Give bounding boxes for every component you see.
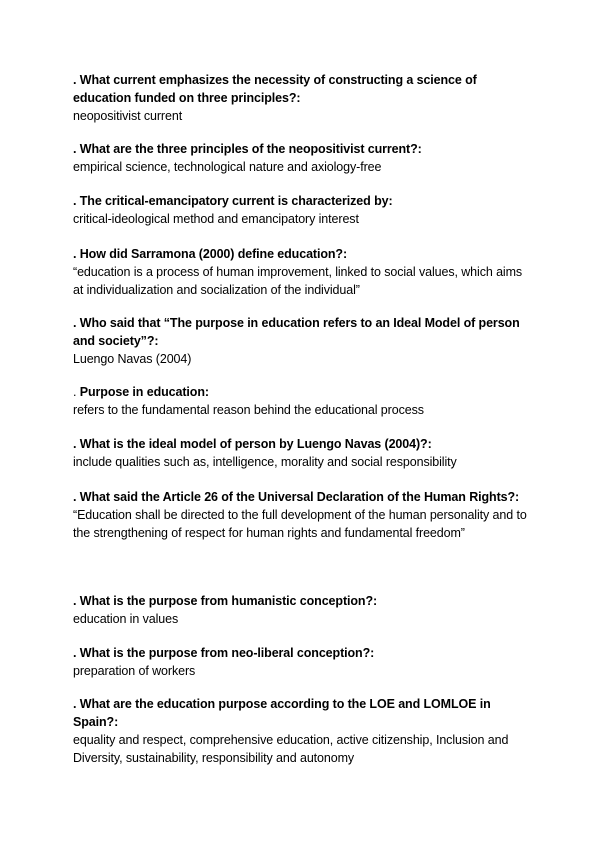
question-4: . How did Sarramona (2000) define education?: (73, 247, 348, 261)
qa-item-2 (73, 140, 533, 176)
answer-9: education in values (73, 612, 179, 626)
question-6 (73, 383, 533, 401)
qa-item-4 (73, 245, 533, 299)
question-11: . What are the education purpose according to the LOE and LOMLOE in Spain?: (73, 697, 491, 729)
qa-item-11 (73, 695, 533, 767)
question-2: . What are the three principles of the neopositivist current?: (73, 142, 422, 156)
answer-6: refers to the fundamental reason behind the educational process (73, 403, 424, 417)
answer-4: “education is a process of human improvement, linked to social values, which aims at individualization and socialization of the individual” (73, 265, 523, 297)
qa-item-6 (73, 383, 533, 419)
answer-3: critical-ideological method and emancipatory interest (73, 212, 359, 226)
question-9: . What is the purpose from humanistic conception?: (73, 594, 378, 608)
question-8: . What said the Article 26 of the Universal Declaration of the Human Rights?: (73, 490, 520, 504)
qa-item-5 (73, 314, 533, 368)
question-10: . What is the purpose from neo-liberal conception?: (73, 646, 375, 660)
question-6-text: Purpose in education: (79, 385, 209, 399)
answer-11: equality and respect, comprehensive education, active citizenship, Inclusion and Diversity, sustainability, responsibility and autonomy (73, 733, 509, 765)
question-3: . The critical-emancipatory current is characterized by: (73, 194, 393, 208)
question-1: . What current emphasizes the necessity of constructing a science of education funded on three principles?: (73, 73, 477, 105)
qa-item-1 (73, 71, 533, 125)
qa-item-3 (73, 192, 533, 228)
question-5: . Who said that “The purpose in education refers to an Ideal Model of person and society”?: (73, 316, 520, 348)
answer-5: Luengo Navas (2004) (73, 352, 192, 366)
question-6-prefix: . (73, 385, 80, 399)
question-7: . What is the ideal model of person by Luengo Navas (2004)?: (73, 437, 432, 451)
answer-8: “Education shall be directed to the full development of the human personality and to the strengthening of respect for human rights and fundamental freedom” (73, 508, 527, 540)
answer-7: include qualities such as, intelligence, morality and social responsibility (73, 455, 457, 469)
qa-item-9 (73, 592, 533, 628)
qa-item-8 (73, 488, 533, 542)
qa-item-10 (73, 644, 533, 680)
qa-item-7 (73, 435, 533, 471)
answer-2: empirical science, technological nature and axiology-free (73, 160, 382, 174)
answer-10: preparation of workers (73, 664, 196, 678)
answer-1: neopositivist current (73, 109, 183, 123)
